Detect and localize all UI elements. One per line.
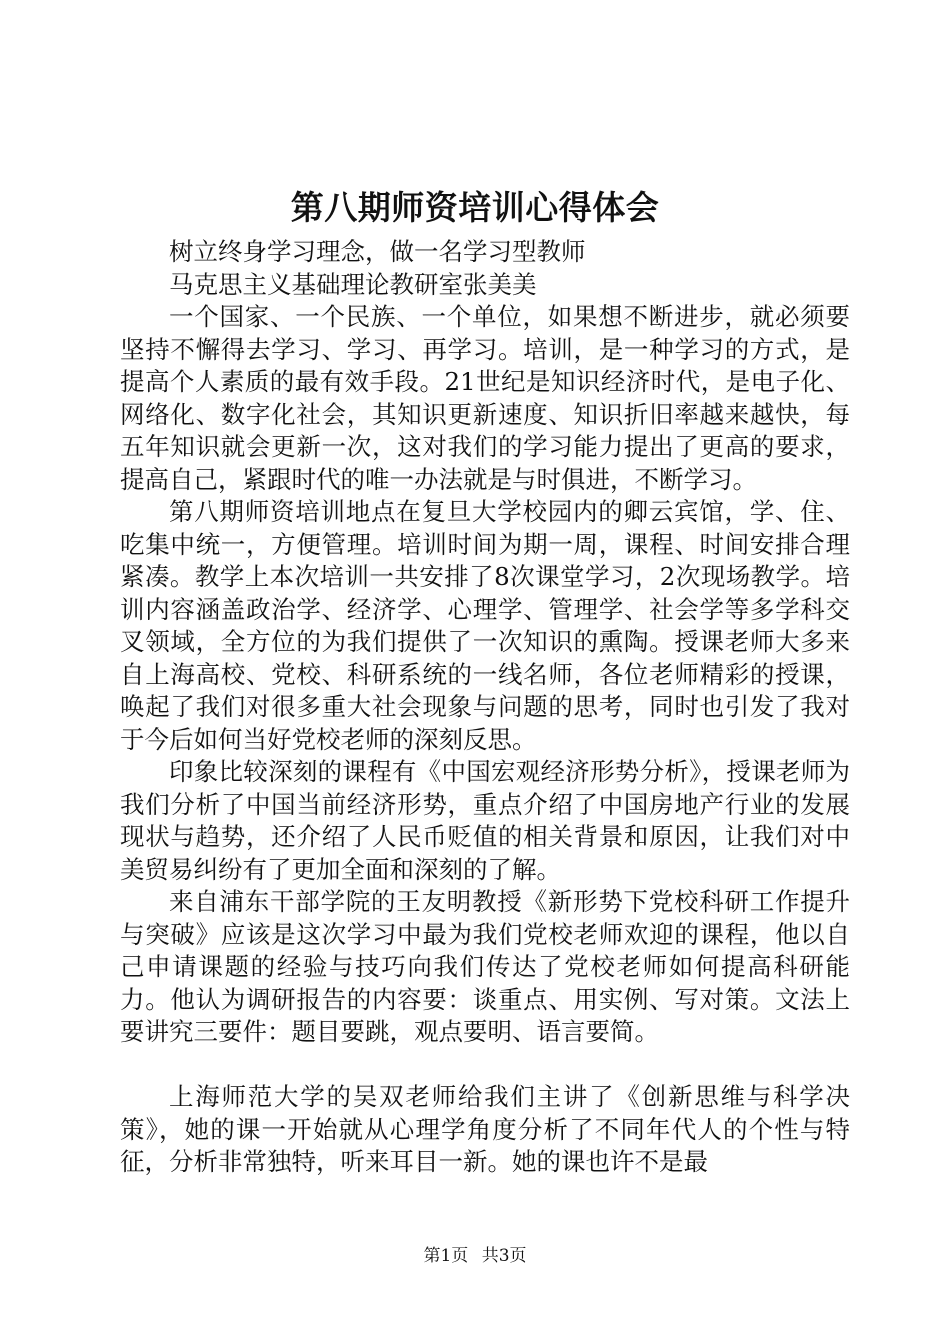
subtitle-line: 树立终身学习理念，做一名学习型教师 [169, 237, 586, 266]
author-line: 马克思主义基础理论教研室张美美 [169, 269, 537, 299]
paragraph-3: 印象比较深刻的课程有《中国宏观经济形势分析》，授课老师为我们分析了中国当前经济形势，重点介绍了中国房地产行业的发展现状与趋势，还介绍了人民币贬值的相关背景和原因，让我们对中美贸易纠纷有了更加全面和深刻的了解。 [120, 757, 850, 884]
document-title: 第八期师资培训心得体会 [290, 188, 660, 227]
page-number: 第1页 [423, 1246, 469, 1266]
page-total: 共3页 [481, 1246, 527, 1266]
paragraph-4: 来自浦东干部学院的王友明教授《新形势下党校科研工作提升与突破》应该是这次学习中最为我们党校老师欢迎的课程，他以自己申请课题的经验与技巧向我们传达了党校老师如何提高科研能力。他认为调研报告的内容要：谈重点、用实例、写对策。文法上要讲究三要件：题目要跳，观点要明、语言要简。 [120, 887, 850, 1046]
document-body [120, 236, 850, 1179]
paragraph-5: 上海师范大学的吴双老师给我们主讲了《创新思维与科学决策》，她的课一开始就从心理学角度分析了不同年代人的个性与特征，分析非常独特，听来耳目一新。她的课也许不是最 [120, 1082, 850, 1176]
page-footer [0, 1244, 950, 1268]
paragraph-1: 一个国家、一个民族、一个单位，如果想不断进步，就必须要坚持不懈得去学习、学习、再学习。培训，是一种学习的方式，是提高个人素质的最有效手段。21世纪是知识经济时代，是电子化、网络化、数字化社会，其知识更新速度、知识折旧率越来越快，每五年知识就会更新一次，这对我们的学习能力提出了更高的要求，提高自己，紧跟时代的唯一办法就是与时俱进，不断学习。 [120, 302, 850, 494]
paragraph-2: 第八期师资培训地点在复旦大学校园内的卿云宾馆，学、住、吃集中统一，方便管理。培训时间为期一周，课程、时间安排合理紧凑。教学上本次培训一共安排了8次课堂学习，2次现场教学。培训内容涵盖政治学、经济学、心理学、管理学、社会学等多学科交叉领域，全方位的为我们提供了一次知识的熏陶。授课老师大多来自上海高校、党校、科研系统的一线名师，各位老师精彩的授课，唤起了我们对很多重大社会现象与问题的思考，同时也引发了我对于今后如何当好党校老师的深刻反思。 [120, 497, 850, 754]
